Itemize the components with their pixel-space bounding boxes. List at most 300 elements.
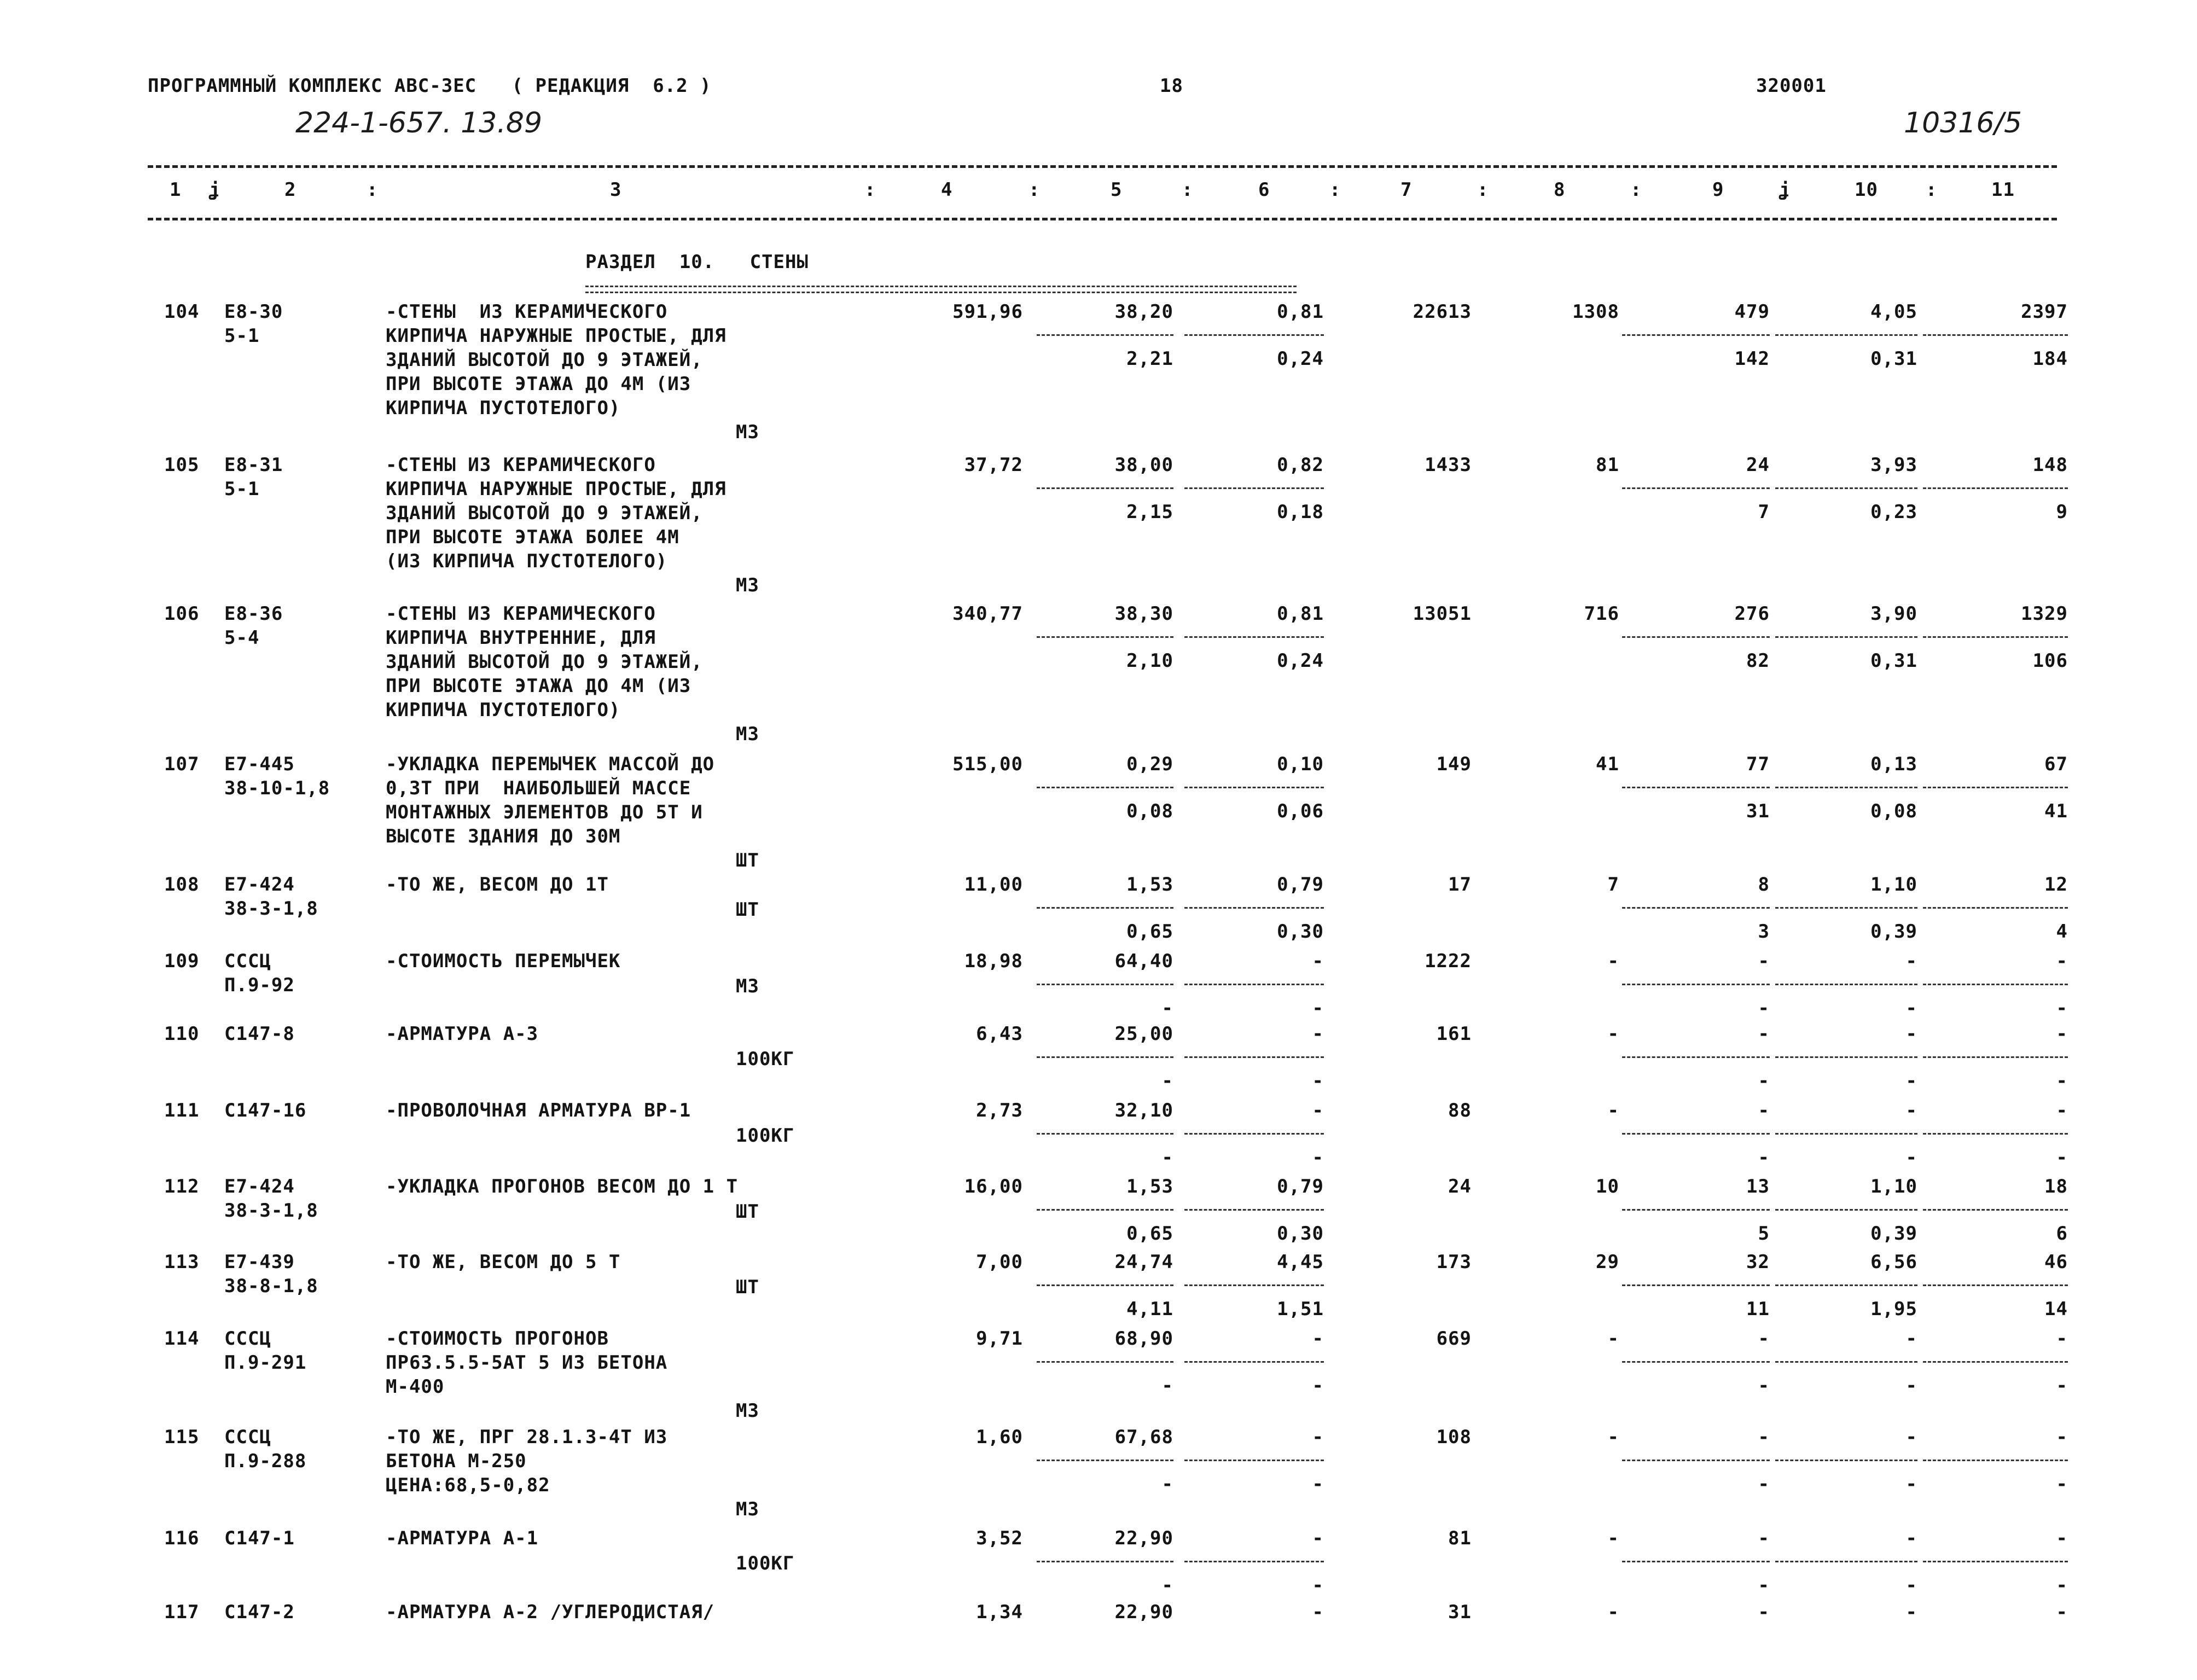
fraction-rule	[1923, 907, 2068, 909]
work-description-line: -СТОИМОСТЬ ПЕРЕМЫЧЕК	[386, 950, 621, 972]
value-c9-upper: 276	[1734, 603, 1770, 625]
value-c10-lower: 0,08	[1870, 800, 1917, 822]
fraction-rule	[1037, 787, 1173, 788]
value-c10-lower: 0,31	[1870, 650, 1917, 672]
value-c10-upper: -	[1905, 950, 1917, 972]
work-description-line: -СТОИМОСТЬ ПРОГОНОВ	[386, 1328, 609, 1350]
value-c10-upper: -	[1905, 1426, 1917, 1448]
fraction-rule	[1923, 1209, 2068, 1211]
work-description-line: (ИЗ КИРПИЧА ПУСТОТЕЛОГО)	[386, 550, 668, 572]
value-c10-lower: 0,39	[1870, 1223, 1917, 1245]
value-c10-lower: -	[1905, 1070, 1917, 1092]
norm-reference: П.9-92	[224, 974, 295, 996]
value-c9-lower: -	[1758, 1473, 1770, 1495]
unit-of-measure: ШТ	[736, 850, 759, 871]
work-description-line: БЕТОНА М-250	[386, 1450, 527, 1472]
fraction-rule	[1037, 1056, 1173, 1058]
total-cost: 108	[1436, 1426, 1472, 1448]
row-number: 109	[164, 950, 200, 972]
norm-reference: 38-10-1,8	[224, 777, 330, 799]
value-c6-upper: -	[1312, 1527, 1324, 1549]
work-description-line: ПРИ ВЫСОТЕ ЭТАЖА ДО 4М (ИЗ	[386, 373, 691, 395]
work-description-line: КИРПИЧА НАРУЖНЫЕ ПРОСТЫЕ, ДЛЯ	[386, 325, 726, 347]
total-cost: 81	[1448, 1527, 1472, 1549]
value-c6-upper: 0,79	[1277, 874, 1324, 896]
fraction-rule	[1923, 1133, 2068, 1135]
column-separator: :	[1477, 179, 1489, 201]
fraction-rule	[1184, 334, 1324, 336]
value-c6-upper: -	[1312, 1426, 1324, 1448]
value-c11-upper: -	[2056, 950, 2068, 972]
fraction-rule	[1622, 487, 1770, 489]
value-c5-lower: -	[1161, 1473, 1173, 1495]
value-c5-upper: 1,53	[1126, 874, 1173, 896]
value-c5-upper: 67,68	[1114, 1426, 1173, 1448]
row-number: 112	[164, 1176, 200, 1197]
value-c10-upper: -	[1905, 1100, 1917, 1121]
value-c9-lower: -	[1758, 1375, 1770, 1397]
wages-total: 1308	[1572, 301, 1619, 323]
norm-code: С147-8	[224, 1023, 295, 1045]
unit-of-measure: 100КГ	[736, 1048, 795, 1070]
value-c9-lower: -	[1758, 1070, 1770, 1092]
fraction-rule	[1037, 1133, 1173, 1135]
value-c5-lower: -	[1161, 1375, 1173, 1397]
value-c6-lower: -	[1312, 1375, 1324, 1397]
column-separator: :	[1028, 179, 1041, 201]
column-header-6: 6	[1258, 179, 1270, 201]
fraction-rule	[1037, 1284, 1173, 1286]
value-c10-lower: -	[1905, 1574, 1917, 1596]
fraction-rule	[1622, 1133, 1770, 1135]
fraction-rule	[1184, 1284, 1324, 1286]
section-double-rule	[585, 286, 1297, 293]
quantity: 37,72	[964, 454, 1023, 476]
row-number: 108	[164, 874, 200, 896]
fraction-rule	[1184, 907, 1324, 909]
work-description-line: -СТЕНЫ ИЗ КЕРАМИЧЕСКОГО	[386, 301, 668, 323]
fraction-rule	[1923, 984, 2068, 985]
work-description-line: ВЫСОТЕ ЗДАНИЯ ДО 30М	[386, 826, 621, 847]
value-c11-upper: 1329	[2021, 603, 2068, 625]
header-top-rule	[148, 165, 2057, 168]
unit-of-measure: ШТ	[736, 1276, 759, 1298]
quantity: 18,98	[964, 950, 1023, 972]
value-c5-upper: 24,74	[1114, 1251, 1173, 1273]
total-cost: 1222	[1425, 950, 1472, 972]
work-description-line: -АРМАТУРА А-2 /УГЛЕРОДИСТАЯ/	[386, 1601, 715, 1623]
value-c11-lower: -	[2056, 1574, 2068, 1596]
wages-total: -	[1607, 1601, 1619, 1623]
quantity: 2,73	[976, 1100, 1023, 1121]
value-c9-lower: 82	[1746, 650, 1770, 672]
row-number: 105	[164, 454, 200, 476]
fraction-rule	[1622, 907, 1770, 909]
value-c11-upper: -	[2056, 1100, 2068, 1121]
column-header-9: 9	[1712, 179, 1724, 201]
value-c10-lower: 0,39	[1870, 921, 1917, 943]
total-cost: 17	[1448, 874, 1472, 896]
fraction-rule	[1775, 787, 1917, 788]
fraction-rule	[1184, 984, 1324, 985]
column-separator: :	[864, 179, 876, 201]
value-c11-lower: 41	[2044, 800, 2068, 822]
fraction-rule	[1775, 334, 1917, 336]
value-c10-upper: 1,10	[1870, 874, 1917, 896]
norm-code: С147-16	[224, 1100, 307, 1121]
unit-of-measure: ШТ	[736, 899, 759, 921]
row-number: 116	[164, 1527, 200, 1549]
row-number: 115	[164, 1426, 200, 1448]
wages-total: -	[1607, 1426, 1619, 1448]
value-c6-upper: -	[1312, 1023, 1324, 1045]
column-separator: ʝ	[208, 179, 220, 201]
work-description-line: -АРМАТУРА А-3	[386, 1023, 539, 1045]
value-c10-lower: 0,31	[1870, 348, 1917, 370]
value-c5-upper: 25,00	[1114, 1023, 1173, 1045]
wages-total: -	[1607, 1328, 1619, 1350]
work-description-line: КИРПИЧА ПУСТОТЕЛОГО)	[386, 699, 621, 721]
fraction-rule	[1037, 334, 1173, 336]
row-number: 104	[164, 301, 200, 323]
value-c5-lower: 0,08	[1126, 800, 1173, 822]
value-c9-upper: -	[1758, 1426, 1770, 1448]
value-c9-upper: -	[1758, 1023, 1770, 1045]
value-c11-lower: -	[2056, 1473, 2068, 1495]
value-c5-lower: -	[1161, 1574, 1173, 1596]
fraction-rule	[1037, 984, 1173, 985]
quantity: 515,00	[952, 753, 1023, 775]
value-c11-upper: -	[2056, 1527, 2068, 1549]
fraction-rule	[1037, 1209, 1173, 1211]
fraction-rule	[1037, 487, 1173, 489]
work-description-line: -ПРОВОЛОЧНАЯ АРМАТУРА ВР-1	[386, 1100, 691, 1121]
value-c6-lower: 0,18	[1277, 501, 1324, 523]
value-c6-upper: 0,79	[1277, 1176, 1324, 1197]
unit-of-measure: М3	[736, 723, 759, 745]
work-description-line: -ТО ЖЕ, ВЕСОМ ДО 5 Т	[386, 1251, 621, 1273]
value-c11-lower: 14	[2044, 1298, 2068, 1320]
fraction-rule	[1037, 1460, 1173, 1461]
value-c10-upper: 3,90	[1870, 603, 1917, 625]
value-c6-lower: 0,06	[1277, 800, 1324, 822]
section-title: РАЗДЕЛ 10. СТЕНЫ	[585, 251, 809, 273]
value-c11-upper: 148	[2032, 454, 2068, 476]
value-c11-lower: 4	[2056, 921, 2068, 943]
total-cost: 173	[1436, 1251, 1472, 1273]
header-bottom-rule	[148, 218, 2057, 220]
value-c6-upper: -	[1312, 950, 1324, 972]
wages-total: 81	[1596, 454, 1619, 476]
fraction-rule	[1923, 1284, 2068, 1286]
unit-of-measure: 100КГ	[736, 1125, 795, 1147]
quantity: 340,77	[952, 603, 1023, 625]
fraction-rule	[1622, 787, 1770, 788]
column-separator: :	[1926, 179, 1938, 201]
norm-code: СССЦ	[224, 950, 271, 972]
value-c9-lower: 31	[1746, 800, 1770, 822]
fraction-rule	[1923, 334, 2068, 336]
norm-code: СССЦ	[224, 1328, 271, 1350]
total-cost: 31	[1448, 1601, 1472, 1623]
work-description-line: -УКЛАДКА ПРОГОНОВ ВЕСОМ ДО 1 Т	[386, 1176, 739, 1197]
fraction-rule	[1775, 1460, 1917, 1461]
work-description-line: М-400	[386, 1376, 445, 1398]
value-c6-lower: 0,30	[1277, 921, 1324, 943]
unit-of-measure: М3	[736, 975, 759, 997]
column-header-10: 10	[1855, 179, 1878, 201]
fraction-rule	[1622, 1561, 1770, 1562]
value-c10-lower: -	[1905, 997, 1917, 1019]
value-c6-lower: -	[1312, 1473, 1324, 1495]
norm-code: СССЦ	[224, 1426, 271, 1448]
value-c6-lower: -	[1312, 1070, 1324, 1092]
fraction-rule	[1622, 1361, 1770, 1363]
fraction-rule	[1184, 487, 1324, 489]
value-c9-lower: 7	[1758, 501, 1770, 523]
value-c10-upper: 6,56	[1870, 1251, 1917, 1273]
quantity: 6,43	[976, 1023, 1023, 1045]
value-c11-lower: -	[2056, 1070, 2068, 1092]
value-c5-lower: -	[1161, 1070, 1173, 1092]
fraction-rule	[1923, 1460, 2068, 1461]
value-c9-upper: 13	[1746, 1176, 1770, 1197]
value-c6-lower: 0,24	[1277, 348, 1324, 370]
value-c11-upper: -	[2056, 1426, 2068, 1448]
value-c9-upper: -	[1758, 1527, 1770, 1549]
value-c9-upper: -	[1758, 1100, 1770, 1121]
norm-code: С147-2	[224, 1601, 295, 1623]
value-c11-lower: -	[2056, 1147, 2068, 1169]
fraction-rule	[1923, 636, 2068, 638]
value-c10-upper: -	[1905, 1328, 1917, 1350]
value-c5-lower: 0,65	[1126, 921, 1173, 943]
work-description-line: ЗДАНИЙ ВЫСОТОЙ ДО 9 ЭТАЖЕЙ,	[386, 502, 703, 524]
unit-of-measure: М3	[736, 421, 759, 443]
norm-reference: П.9-291	[224, 1352, 307, 1374]
work-description-line: ЗДАНИЙ ВЫСОТОЙ ДО 9 ЭТАЖЕЙ,	[386, 349, 703, 371]
value-c9-upper: 77	[1746, 753, 1770, 775]
column-header-4: 4	[941, 179, 953, 201]
value-c10-upper: 3,93	[1870, 454, 1917, 476]
work-description-line: 0,3Т ПРИ НАИБОЛЬШЕЙ МАССЕ	[386, 777, 691, 799]
fraction-rule	[1923, 1361, 2068, 1363]
value-c9-upper: 479	[1734, 301, 1770, 323]
unit-of-measure: М3	[736, 574, 759, 596]
row-number: 110	[164, 1023, 200, 1045]
value-c9-upper: -	[1758, 1601, 1770, 1623]
norm-reference: 5-1	[224, 478, 260, 500]
row-number: 113	[164, 1251, 200, 1273]
value-c5-lower: 2,10	[1126, 650, 1173, 672]
value-c11-upper: 18	[2044, 1176, 2068, 1197]
norm-reference: П.9-288	[224, 1450, 307, 1472]
value-c11-upper: -	[2056, 1023, 2068, 1045]
value-c5-upper: 0,29	[1126, 753, 1173, 775]
value-c11-upper: -	[2056, 1328, 2068, 1350]
row-number: 107	[164, 753, 200, 775]
fraction-rule	[1775, 1561, 1917, 1562]
fraction-rule	[1775, 907, 1917, 909]
fraction-rule	[1775, 1056, 1917, 1058]
norm-code: Е7-445	[224, 753, 295, 775]
fraction-rule	[1622, 1460, 1770, 1461]
wages-total: 716	[1584, 603, 1619, 625]
work-description-line: КИРПИЧА ПУСТОТЕЛОГО)	[386, 397, 621, 419]
norm-reference: 5-4	[224, 627, 260, 649]
value-c11-lower: 184	[2032, 348, 2068, 370]
norm-reference: 5-1	[224, 325, 260, 347]
work-description-line: -СТЕНЫ ИЗ КЕРАМИЧЕСКОГО	[386, 603, 656, 625]
work-description-line: ПР63.5.5-5АТ 5 ИЗ БЕТОНА	[386, 1352, 668, 1374]
wages-total: 7	[1607, 874, 1619, 896]
value-c11-upper: 2397	[2021, 301, 2068, 323]
value-c11-lower: -	[2056, 1375, 2068, 1397]
value-c10-upper: 0,13	[1870, 753, 1917, 775]
value-c5-upper: 32,10	[1114, 1100, 1173, 1121]
column-header-11: 11	[1991, 179, 2015, 201]
quantity: 591,96	[952, 301, 1023, 323]
handwritten-sheet-number: 10316/5	[1904, 107, 2022, 139]
norm-code: Е7-424	[224, 874, 295, 896]
row-number: 106	[164, 603, 200, 625]
value-c9-upper: 8	[1758, 874, 1770, 896]
fraction-rule	[1923, 1561, 2068, 1562]
fraction-rule	[1184, 1460, 1324, 1461]
unit-of-measure: М3	[736, 1498, 759, 1520]
value-c5-upper: 22,90	[1114, 1527, 1173, 1549]
fraction-rule	[1775, 487, 1917, 489]
fraction-rule	[1923, 787, 2068, 788]
value-c5-lower: 4,11	[1126, 1298, 1173, 1320]
value-c6-upper: -	[1312, 1601, 1324, 1623]
value-c9-upper: 32	[1746, 1251, 1770, 1273]
fraction-rule	[1622, 334, 1770, 336]
row-number: 111	[164, 1100, 200, 1121]
wages-total: -	[1607, 1527, 1619, 1549]
work-description-line: -АРМАТУРА А-1	[386, 1527, 539, 1549]
total-cost: 13051	[1413, 603, 1472, 625]
value-c9-lower: 11	[1746, 1298, 1770, 1320]
fraction-rule	[1775, 984, 1917, 985]
value-c9-lower: 5	[1758, 1223, 1770, 1245]
fraction-rule	[1622, 1284, 1770, 1286]
value-c6-lower: 1,51	[1277, 1298, 1324, 1320]
fraction-rule	[1622, 1056, 1770, 1058]
work-description-line: КИРПИЧА ВНУТРЕННИЕ, ДЛЯ	[386, 627, 656, 649]
fraction-rule	[1184, 1133, 1324, 1135]
value-c6-upper: -	[1312, 1328, 1324, 1350]
handwritten-project-number: 224-1-657. 13.89	[295, 107, 543, 139]
unit-of-measure: М3	[736, 1400, 759, 1422]
norm-code: Е7-439	[224, 1251, 295, 1273]
column-separator: :	[367, 179, 379, 201]
value-c5-lower: -	[1161, 1147, 1173, 1169]
value-c11-lower: 9	[2056, 501, 2068, 523]
work-description-line: ПРИ ВЫСОТЕ ЭТАЖА БОЛЕЕ 4М	[386, 526, 679, 548]
value-c6-upper: 4,45	[1277, 1251, 1324, 1273]
value-c5-lower: 2,15	[1126, 501, 1173, 523]
fraction-rule	[1775, 1133, 1917, 1135]
value-c5-lower: -	[1161, 997, 1173, 1019]
wages-total: -	[1607, 950, 1619, 972]
value-c5-upper: 22,90	[1114, 1601, 1173, 1623]
value-c11-lower: -	[2056, 997, 2068, 1019]
value-c10-upper: -	[1905, 1527, 1917, 1549]
value-c9-lower: 3	[1758, 921, 1770, 943]
fraction-rule	[1037, 1361, 1173, 1363]
total-cost: 22613	[1413, 301, 1472, 323]
value-c10-lower: -	[1905, 1375, 1917, 1397]
column-header-5: 5	[1111, 179, 1123, 201]
quantity: 9,71	[976, 1328, 1023, 1350]
fraction-rule	[1622, 636, 1770, 638]
value-c6-upper: -	[1312, 1100, 1324, 1121]
document-code: 320001	[1756, 75, 1827, 97]
fraction-rule	[1037, 1561, 1173, 1562]
total-cost: 149	[1436, 753, 1472, 775]
fraction-rule	[1184, 1056, 1324, 1058]
norm-code: Е7-424	[224, 1176, 295, 1197]
value-c9-lower: -	[1758, 1147, 1770, 1169]
total-cost: 88	[1448, 1100, 1472, 1121]
value-c5-upper: 38,30	[1114, 603, 1173, 625]
value-c6-lower: 0,30	[1277, 1223, 1324, 1245]
value-c10-upper: 4,05	[1870, 301, 1917, 323]
fraction-rule	[1184, 1209, 1324, 1211]
value-c10-upper: 1,10	[1870, 1176, 1917, 1197]
value-c5-upper: 38,20	[1114, 301, 1173, 323]
column-header-3: 3	[610, 179, 622, 201]
value-c6-upper: 0,81	[1277, 603, 1324, 625]
unit-of-measure: ШТ	[736, 1201, 759, 1223]
row-number: 117	[164, 1601, 200, 1623]
norm-reference: 38-3-1,8	[224, 898, 318, 920]
work-description-line: ЗДАНИЙ ВЫСОТОЙ ДО 9 ЭТАЖЕЙ,	[386, 651, 703, 673]
value-c10-lower: 1,95	[1870, 1298, 1917, 1320]
program-header: ПРОГРАММНЫЙ КОМПЛЕКС АВС-ЗЕС ( РЕДАКЦИЯ 6.2 )	[148, 75, 712, 97]
value-c5-upper: 1,53	[1126, 1176, 1173, 1197]
fraction-rule	[1184, 636, 1324, 638]
fraction-rule	[1775, 1284, 1917, 1286]
fraction-rule	[1775, 1209, 1917, 1211]
work-description-line: -СТЕНЫ ИЗ КЕРАМИЧЕСКОГО	[386, 454, 656, 476]
column-separator: :	[1630, 179, 1642, 201]
norm-reference: 38-3-1,8	[224, 1200, 318, 1222]
quantity: 16,00	[964, 1176, 1023, 1197]
unit-of-measure: 100КГ	[736, 1553, 795, 1574]
fraction-rule	[1622, 1209, 1770, 1211]
quantity: 7,00	[976, 1251, 1023, 1273]
fraction-rule	[1037, 636, 1173, 638]
value-c11-upper: 46	[2044, 1251, 2068, 1273]
page-number: 18	[1160, 75, 1183, 97]
total-cost: 161	[1436, 1023, 1472, 1045]
value-c9-lower: -	[1758, 997, 1770, 1019]
value-c10-upper: -	[1905, 1023, 1917, 1045]
value-c6-lower: -	[1312, 1147, 1324, 1169]
quantity: 1,34	[976, 1601, 1023, 1623]
norm-code: С147-1	[224, 1527, 295, 1549]
value-c9-lower: 142	[1734, 348, 1770, 370]
work-description-line: -ТО ЖЕ, ПРГ 28.1.3-4Т ИЗ	[386, 1426, 668, 1448]
fraction-rule	[1923, 487, 2068, 489]
value-c11-upper: -	[2056, 1601, 2068, 1623]
total-cost: 24	[1448, 1176, 1472, 1197]
norm-code: Е8-36	[224, 603, 283, 625]
work-description-line: -УКЛАДКА ПЕРЕМЫЧЕК МАССОЙ ДО	[386, 753, 715, 775]
fraction-rule	[1775, 1361, 1917, 1363]
